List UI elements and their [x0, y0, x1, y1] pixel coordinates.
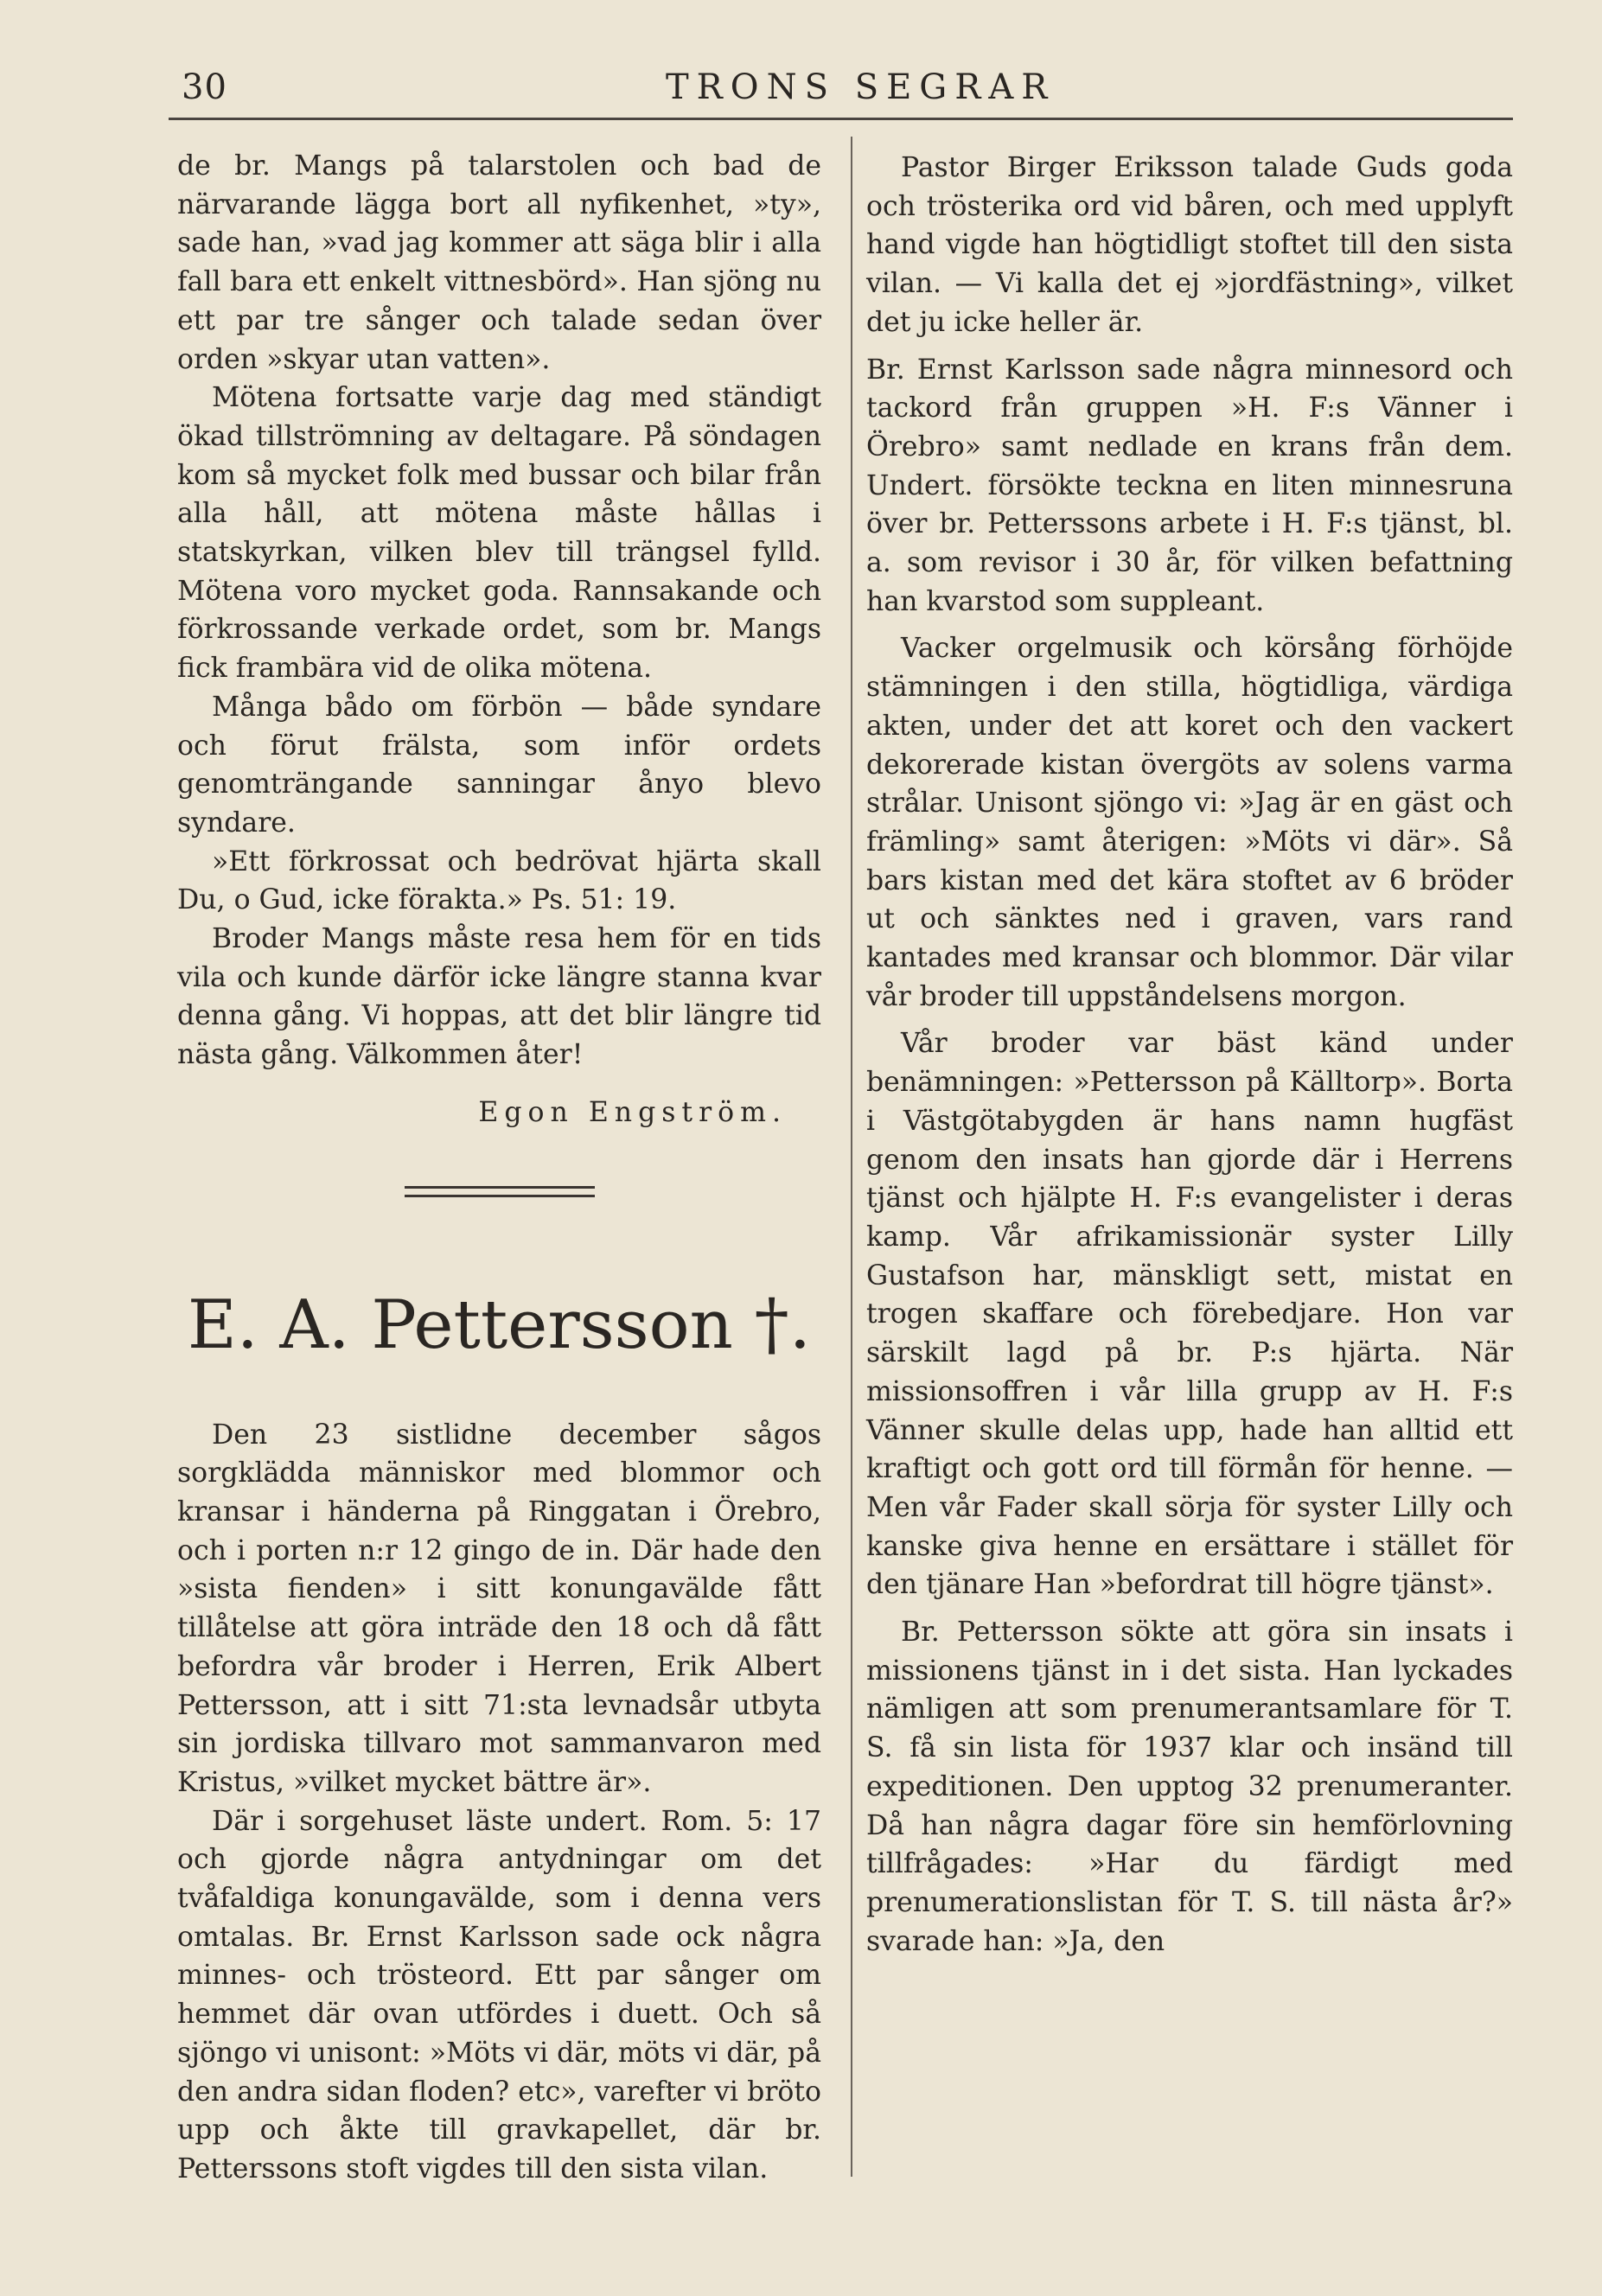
obituary-body [177, 1416, 821, 2189]
obituary-paragraph: Vår broder var bäst känd under benämningen: »Pettersson på Källtorp». Borta i Västgötabygden är hans namn hugfäst genom den insats han gjorde där i Herrens tjänst och hjälpte H. F:s evangelister i deras kamp. Vår afrikamissionär syster Lilly Gustafson har, mänskligt sett, mistat en trogen skaffare och förebedjare. Hon var särskilt lagd på br. P:s hjärta. När missionsoffren i vår lilla grupp av H. F:s Vänner skulle delas upp, hade han alltid ett kraftigt och gott ord till förmån för henne. — Men vår Fader skall sörja för syster Lilly och kanske giva henne en ersättare i stället för den tjänare Han »befordrat till högre tjänst». [866, 1028, 1513, 1601]
section-separator [405, 1186, 595, 1197]
page-number: 30 [182, 67, 227, 107]
article-paragraph: Broder Mangs måste resa hem för en tids vila och kunde därför icke längre stanna kvar denna gång. Vi hoppas, att det blir längre tid nästa gång. Välkommen åter! [177, 923, 821, 1071]
cross-symbol: †. [754, 1283, 812, 1364]
scripture-quote: »Ett förkrossat och bedrövat hjärta skall Du, o Gud, icke förakta.» Ps. 51: 19. [177, 845, 821, 916]
article-paragraph: de br. Mangs på talarstolen och bad de närvarande lägga bort all nyfikenhet, »ty», sade han, »vad jag kommer att säga blir i alla fall bara ett enkelt vittnesbörd». Han sjöng nu ett par tre sånger och talade sedan över orden »skyar utan vatten». [177, 150, 821, 375]
obituary-paragraph: Br. Ernst Karlsson sade några minnesord och tackord från gruppen »H. F:s Vänner i Örebro» samt nedlade en krans från dem. Undert. försökte teckna en liten minnesruna över br. Petterssons arbete i H. F:s tjänst, bl. a. som revisor i 30 år, för vilken befattning han kvarstod som suppleant. [866, 354, 1513, 617]
obituary-heading [177, 1285, 821, 1364]
header-rule [169, 118, 1513, 120]
running-title: TRONS SEGRAR [666, 67, 1056, 107]
column-divider [851, 137, 852, 2177]
obituary-paragraph: Vacker orgelmusik och körsång förhöjde stämningen i den stilla, högtidliga, värdiga akten, under det att koret och den vackert dekorerade kistan övergöts av solens varma strålar. Unisont sjöngo vi: »Jag är en gäst och främling» samt återigen: »Möts vi där». Så bars kistan med det kära stoftet av 6 bröder ut och sänktes ned i graven, vars rand kantades med kransar och blommor. Där vilar vår broder till uppståndelsens morgon. [866, 633, 1513, 1012]
article-signature: Egon Engström. [478, 1096, 787, 1128]
article-paragraph: Mötena fortsatte varje dag med ständigt ökad tillströmning av deltagare. På söndagen kom så mycket folk med bussar och bilar från alla håll, att mötena måste hållas i statskyrkan, vilken blev till trängsel fylld. Mötena voro mycket goda. Rannsakande och förkrossande verkade ordet, som br. Mangs fick frambära vid de olika mötena. [177, 382, 821, 685]
left-column [177, 147, 821, 2189]
obituary-paragraph: Den 23 sistlidne december sågos sorgklädda människor med blommor och kransar i händerna på Ringgatan i Örebro, och i porten n:r 12 gingo de in. Där hade den »sista fienden» i sitt konungavälde fått tillåtelse att göra inträde den 18 och då fått befordra vår broder i Herren, Erik Albert Pettersson, att i sitt 71:sta levnadsår utbyta sin jordiska tillvaro mot sammanvaron med Kristus, »vilket mycket bättre är». [177, 1419, 821, 1798]
obituary-paragraph: Pastor Birger Eriksson talade Guds goda och trösterika ord vid båren, och med upplyft hand vigde han högtidligt stoftet till den sista vilan. — Vi kalla det ej »jordfästning», vilket det ju icke heller är. [866, 152, 1513, 338]
obituary-paragraph: Br. Pettersson sökte att göra sin insats i missionens tjänst in i det sista. Han lyckades nämligen att som prenumerantsamlare för T. S. få sin lista för 1937 klar och insänd till expeditionen. Den upptog 32 prenumeranter. Då han några dagar före sin hemförlovning tillfrågades: »Har du färdigt med prenumerationslistan för T. S. till nästa år?» svarade han: »Ja, den [866, 1617, 1513, 1957]
right-column [866, 149, 1513, 1969]
obituary-paragraph: Där i sorgehuset läste undert. Rom. 5: 17 och gjorde några antydningar om det tvåfaldiga konungavälde, som i denna vers omtalas. Br. Ernst Karlsson sade ock några minnes- och trösteord. Ett par sånger om hemmet där ovan utfördes i duett. Och så sjöngo vi unisont: »Möts vi där, möts vi där, på den andra sidan floden? etc», varefter vi bröto upp och åkte till gravkapellet, där br. Petterssons stoft vigdes till den sista vilan. [177, 1805, 821, 2184]
obituary-name: E. A. Pettersson [187, 1285, 733, 1364]
article-paragraph: Många bådo om förbön — både syndare och förut frälsta, som inför ordets genomträngande sanningar ånyo blevo syndare. [177, 691, 821, 839]
